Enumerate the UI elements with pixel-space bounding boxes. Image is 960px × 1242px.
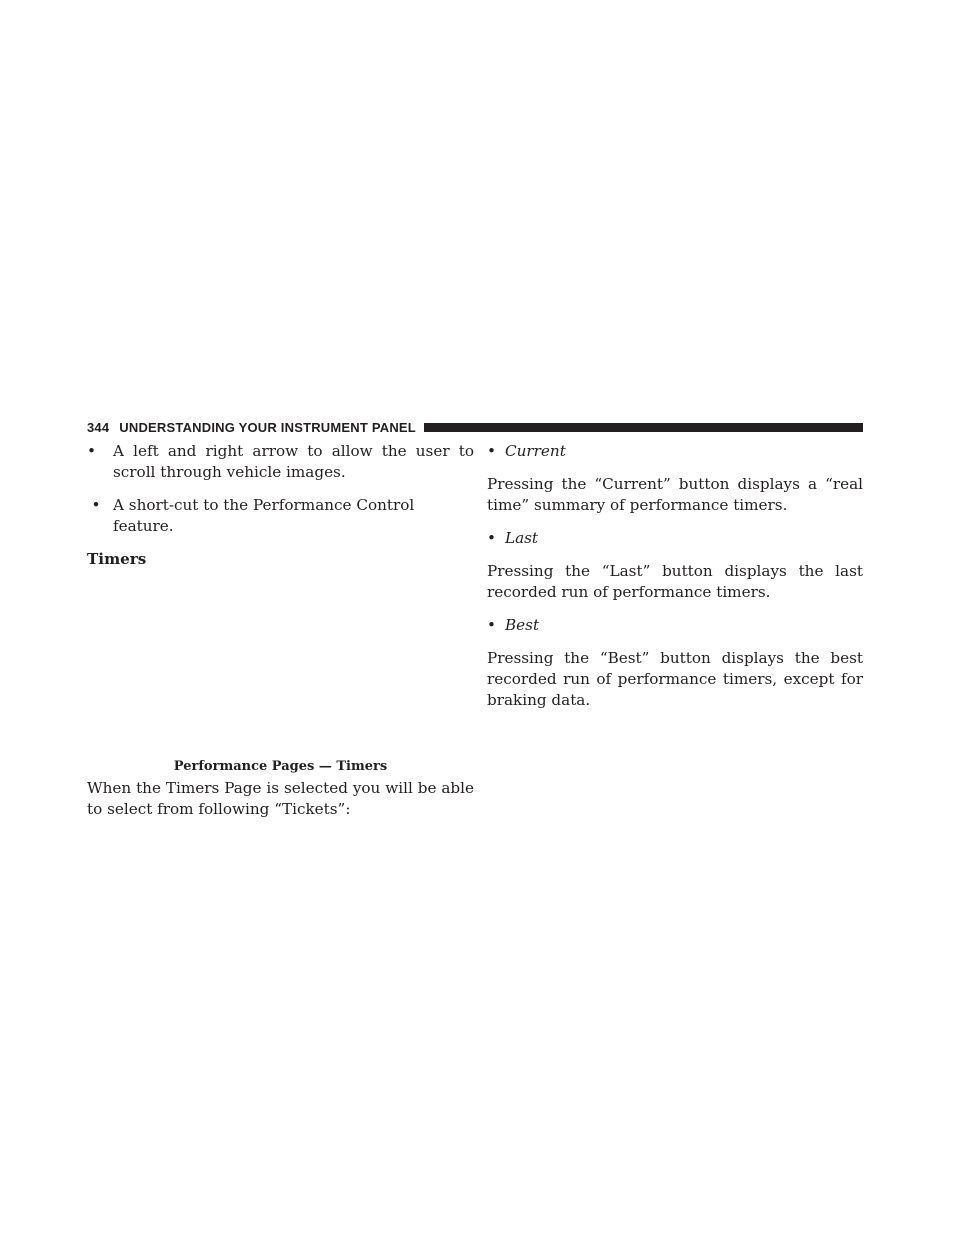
page-number: 344 (87, 419, 110, 435)
list-item-text: A left and right arrow to allow the user to scroll through vehicle images. (113, 442, 474, 481)
body-paragraph-container (87, 778, 474, 832)
body-paragraph: Pressing the “Best” button displays the best recorded run of performance timers, except for braking data. (487, 649, 863, 709)
bullet-icon: • (487, 442, 496, 460)
body-paragraph: When the Timers Page is selected you will be able to select from following “Tickets”: (87, 779, 474, 818)
list-item (487, 441, 863, 462)
section-title: UNDERSTANDING YOUR INSTRUMENT PANEL (119, 419, 416, 435)
header-rule (424, 423, 863, 432)
bullet-icon: • (487, 616, 496, 634)
list-item (487, 528, 863, 549)
list-item-label: Best (505, 616, 540, 634)
list-item-label: Current (505, 442, 566, 460)
right-column (487, 441, 863, 723)
page-header (87, 418, 863, 436)
list-item-text: A short-cut to the Performance Control feature. (113, 496, 415, 535)
section-heading: Timers (87, 550, 147, 568)
bullet-icon: • (87, 442, 96, 460)
body-paragraph: Pressing the “Current” button displays a “real time” summary of performance timers. (487, 475, 863, 514)
list-item (87, 441, 474, 483)
figure-caption: Performance Pages — Timers (173, 759, 388, 774)
figure-placeholder (87, 540, 474, 750)
list-item (87, 495, 474, 537)
list-item (487, 615, 863, 636)
list-item-label: Last (505, 529, 539, 547)
body-paragraph: Pressing the “Last” button displays the last recorded run of performance timers. (487, 562, 863, 601)
bullet-icon: • (91, 496, 101, 514)
bullet-icon: • (487, 529, 496, 547)
